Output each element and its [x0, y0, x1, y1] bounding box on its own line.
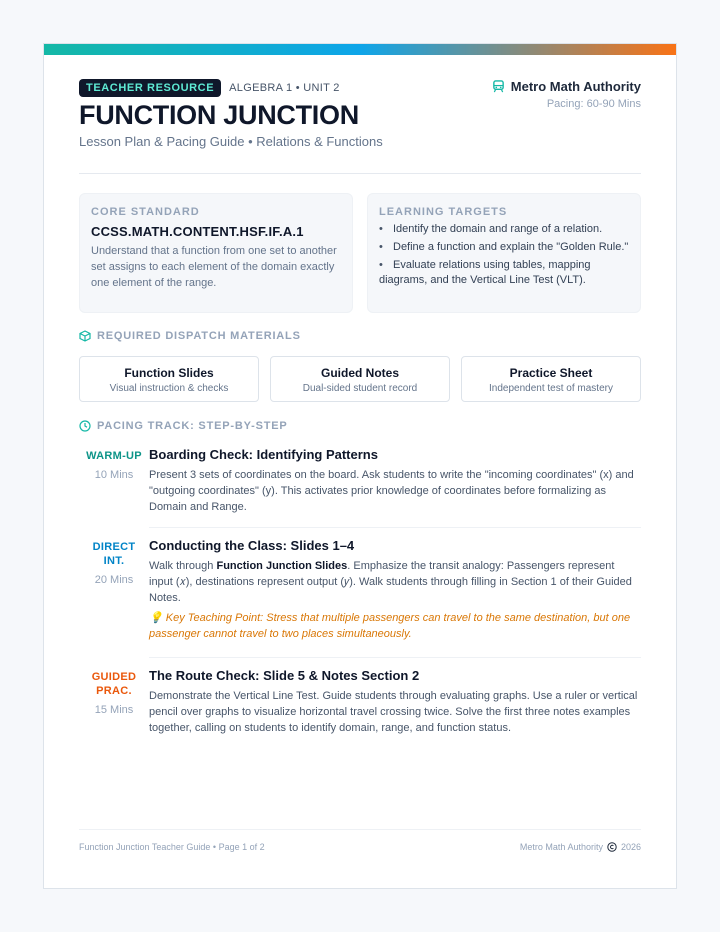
material-subtitle: Visual instruction & checks	[109, 383, 229, 394]
course-breadcrumb: ALGEBRA 1 • UNIT 2	[229, 82, 340, 94]
bullet-icon: •	[379, 223, 383, 235]
footer-year: 2026	[620, 842, 641, 852]
step-minutes: 20 Mins	[94, 574, 134, 586]
header-divider	[79, 173, 641, 174]
materials-list	[79, 356, 641, 402]
list-item	[379, 222, 629, 237]
bullet-icon: •	[379, 241, 383, 253]
step-divider	[149, 657, 641, 658]
page-title: FUNCTION JUNCTION	[79, 100, 359, 130]
organization	[492, 79, 641, 94]
step-body	[149, 668, 641, 736]
step-description: Present 3 sets of coordinates on the board. Ask students to write the "incoming coordinates" (x) and "outgoing coordinates" (y). This activates prior knowledge of coordinates before formalizing as Domain and Range.	[149, 469, 634, 513]
material-card-notes	[270, 356, 450, 402]
pacing-step-warmup	[79, 447, 641, 515]
material-subtitle: Independent test of mastery	[489, 383, 613, 394]
step-title: Conducting the Class: Slides 1–4	[149, 538, 355, 553]
page-content	[79, 55, 641, 888]
box-icon	[79, 330, 91, 342]
lesson-plan-page	[43, 43, 677, 889]
footer-divider	[79, 829, 641, 830]
page-subtitle: Lesson Plan & Pacing Guide • Relations & Functions	[79, 134, 383, 149]
step-phase: WARM-UP	[86, 450, 142, 462]
pacing-heading-text: PACING TRACK: STEP-BY-STEP	[97, 420, 288, 432]
materials-heading	[79, 330, 301, 342]
footer-org: Metro Math Authority	[519, 842, 603, 852]
core-standard-card	[79, 193, 353, 313]
standard-code: CCSS.MATH.CONTENT.HSF.IF.A.1	[91, 224, 304, 239]
material-title: Practice Sheet	[509, 366, 593, 380]
step-title: The Route Check: Slide 5 & Notes Section 2	[149, 668, 420, 683]
key-teaching-point: 💡 Key Teaching Point: Stress that multiple passengers can travel to the same destination, but one passenger cannot travel to two places simultaneously.	[149, 612, 631, 640]
learning-targets-list	[379, 222, 629, 288]
learning-targets-heading: LEARNING TARGETS	[379, 206, 508, 218]
step-phase-line2: PRAC.	[96, 685, 132, 697]
step-text-part: Walk through	[149, 560, 217, 572]
footer-copyright	[520, 842, 641, 852]
list-item	[379, 240, 629, 255]
step-minutes: 10 Mins	[94, 469, 134, 481]
clock-icon	[79, 420, 91, 432]
step-label	[79, 668, 149, 736]
copyright-icon	[607, 842, 617, 852]
teacher-resource-badge: TEACHER RESOURCE	[79, 79, 221, 97]
step-title: Boarding Check: Identifying Patterns	[149, 447, 378, 462]
step-phase-line1: DIRECT	[92, 541, 136, 553]
step-phase	[79, 540, 149, 568]
step-minutes: 15 Mins	[94, 704, 134, 716]
step-phase-line2: INT.	[103, 555, 125, 567]
slides-reference: Function Junction Slides	[216, 560, 348, 572]
material-title: Function Slides	[124, 366, 214, 380]
step-divider	[149, 527, 641, 528]
step-label	[79, 447, 149, 515]
list-item	[379, 258, 629, 288]
pacing-duration: Pacing: 60-90 Mins	[546, 98, 641, 110]
step-description: Demonstrate the Vertical Line Test. Guide students through evaluating graphs. Use a ruler or vertical pencil over graphs to visualize horizontal travel crossing twice. Solve the first three notes examples together, calling on students to identify domain, range, and function status.	[149, 690, 638, 734]
page-header	[79, 79, 641, 163]
bullet-icon: •	[379, 259, 383, 271]
step-label	[79, 538, 149, 642]
materials-heading-text: REQUIRED DISPATCH MATERIALS	[97, 330, 301, 342]
header-right	[492, 79, 641, 110]
gradient-top-bar	[44, 44, 676, 55]
step-body	[149, 538, 641, 642]
target-text: Define a function and explain the "Golden Rule."	[393, 241, 629, 253]
train-icon	[492, 80, 505, 93]
core-standard-heading: CORE STANDARD	[91, 206, 200, 218]
step-text-part: . Emphasize the transit analogy: Passengers represent input (𝑥), destinations represent output (𝑦). Walk students through filling in Section 1 of their Guided Notes.	[149, 560, 632, 604]
organization-name: Metro Math Authority	[510, 79, 641, 94]
step-phase	[79, 670, 149, 698]
material-subtitle: Dual-sided student record	[302, 383, 418, 394]
step-description	[149, 558, 641, 606]
learning-targets-card	[367, 193, 641, 313]
pacing-step-guided-practice	[79, 668, 641, 736]
overview-cards	[79, 193, 641, 313]
step-body	[149, 447, 641, 515]
pacing-step-direct-instruction	[79, 538, 641, 642]
target-text: Evaluate relations using tables, mapping diagrams, and the Vertical Line Test (VLT).	[379, 259, 591, 286]
footer-doc-info: Function Junction Teacher Guide • Page 1 of 2	[79, 842, 265, 852]
material-card-practice	[461, 356, 641, 402]
standard-description: Understand that a function from one set to another set assigns to each element of the domain exactly one element of the range.	[91, 245, 337, 289]
pacing-heading	[79, 420, 288, 432]
material-title: Guided Notes	[320, 366, 399, 380]
material-card-slides	[79, 356, 259, 402]
step-phase-line1: GUIDED	[91, 671, 137, 683]
page-footer	[79, 842, 641, 852]
target-text: Identify the domain and range of a relation.	[393, 223, 603, 235]
